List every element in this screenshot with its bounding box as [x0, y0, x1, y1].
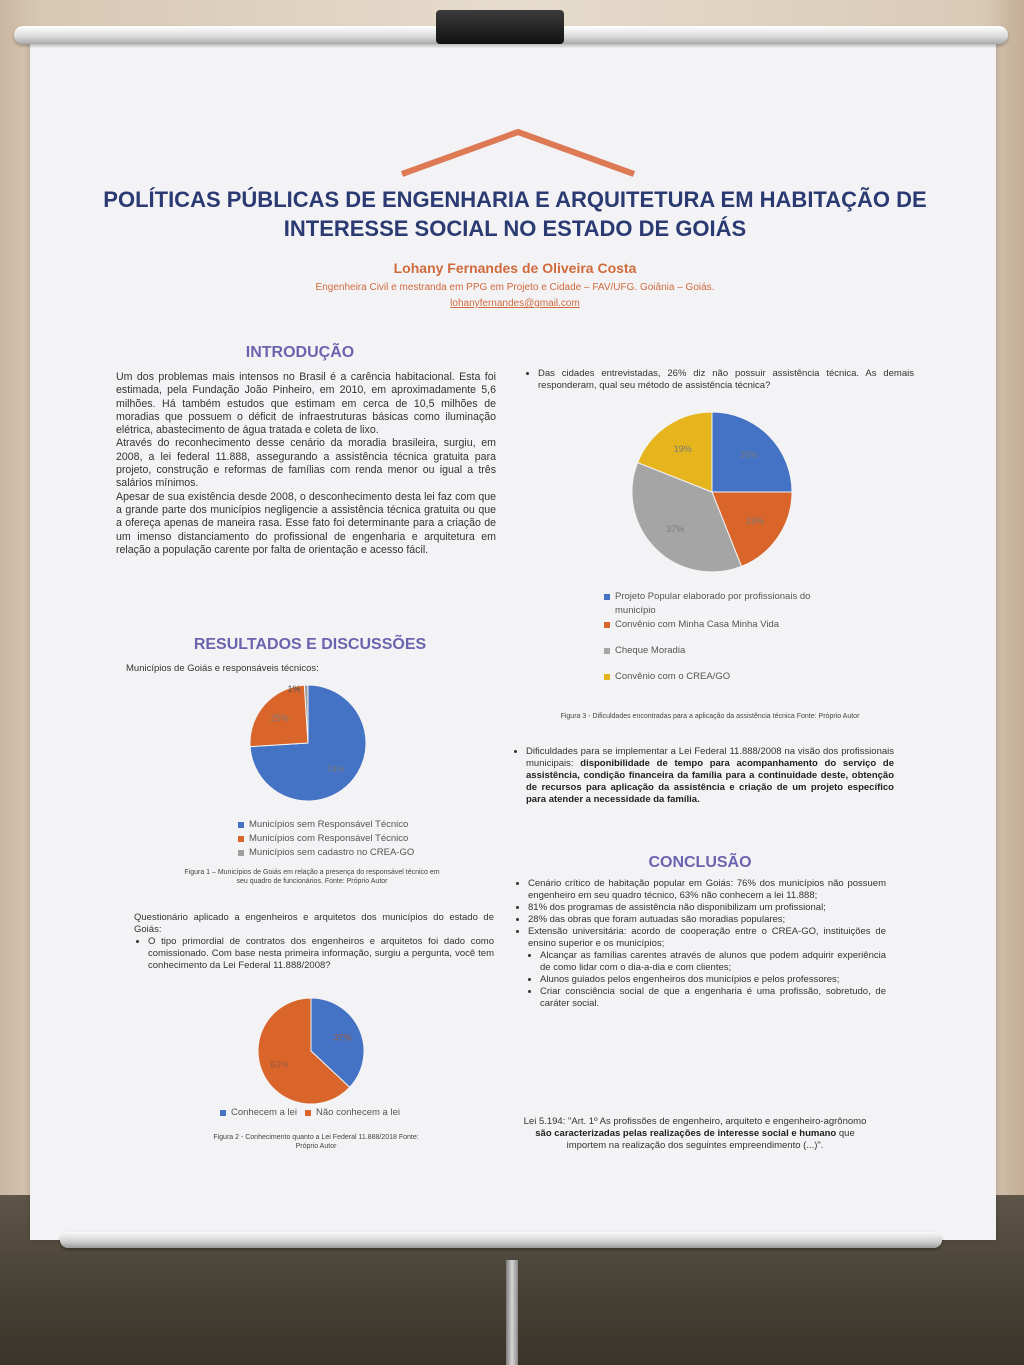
author-name: Lohany Fernandes de Oliveira Costa: [393, 260, 637, 276]
conclusion-list: [514, 878, 886, 1010]
conclusion-subitem: • Alcançar as famílias carentes através de alunos que podem adquirir experiência de como lidar com o dia-a-dia e com clientes;: [540, 950, 886, 974]
fig3-caption: Figura 3 - Dificuldades encontradas para a aplicação da assistência técnica Fonte: Próprio Autor: [560, 713, 860, 720]
legend-label: Convênio com o CREA/GO: [615, 671, 731, 682]
pie-chart-metodo-assistencia: [630, 410, 794, 574]
pie-slice-label: 74%: [326, 763, 345, 774]
conclusion-item: • Extensão universitária: acordo de cooperação entre o CREA-GO, instituições de ensino superior e os municípios;: [528, 926, 886, 950]
author-email: lohanyfernandes@gmail.com: [450, 298, 580, 309]
conclusion-item: • 81% dos programas de assistência não disponibilizam um profissional;: [528, 902, 886, 914]
pie-chart-conhecimento: [256, 996, 366, 1106]
author-affiliation: Engenheira Civil e mestranda em PPG em Projeto e Cidade – FAV/UFG. Goiânia – Goiás.: [315, 282, 715, 293]
legend-swatch: [305, 1110, 311, 1116]
legend-item: [238, 832, 458, 846]
intro-paragraph-2: Através do reconhecimento desse cenário da moradia brasileira, surgiu, em 2008, a lei federal 11.888, assegurando a assistência técnica gratuita para projeto, construção e reformas de famílias com renda menor ou igual a três salários mínimos.: [116, 437, 496, 490]
legend-label: Municípios com Responsável Técnico: [249, 833, 409, 844]
pie-slice-label: 37%: [333, 1032, 352, 1043]
legend-item: [604, 644, 834, 658]
hanger-clip: [436, 10, 564, 44]
roof-logo-icon: [398, 128, 638, 178]
law-quote: [516, 1116, 874, 1152]
legend-swatch: [238, 822, 244, 828]
questionnaire-intro: Questionário aplicado a engenheiros e arquitetos dos municípios do estado de Goiás:: [134, 912, 494, 935]
conclusion-subitem: • Alunos guiados pelos engenheiros dos municípios e pelos professores;: [540, 974, 886, 986]
legend-item: [238, 846, 458, 860]
fig1-intro: Municípios de Goiás e responsáveis técnicos:: [126, 663, 319, 674]
legend-label: Municípios sem cadastro no CREA-GO: [249, 847, 415, 858]
legend-label: Não conhecem a lei: [316, 1107, 400, 1118]
conclusion-heading: CONCLUSÃO: [648, 854, 752, 871]
legend-label: Cheque Moradia: [615, 645, 686, 656]
legend-swatch: [604, 622, 610, 628]
pie-slice-label: 19%: [746, 516, 765, 527]
legend-item: [604, 670, 834, 684]
bullet-difficulties: [526, 746, 894, 806]
legend-label: Projeto Popular elaborado por profissionais do município: [615, 591, 811, 616]
fig1-legend: [238, 818, 458, 860]
right-bullet-2: [512, 746, 894, 806]
legend-item: [305, 1106, 400, 1120]
questionnaire-text: [134, 912, 494, 972]
legend-swatch: [604, 594, 610, 600]
pie-slice-label: 63%: [270, 1059, 289, 1070]
conclusion-item: • Cenário crítico de habitação popular em Goiás: 76% dos municípios não possuem engenheiro em seu quadro técnico, 63% não conhecem a lei 11.888;: [528, 878, 886, 902]
pie-slice-label: 1%: [287, 684, 301, 694]
fig3-legend: [604, 590, 834, 684]
legend-swatch: [604, 674, 610, 680]
legend-item: [604, 590, 834, 618]
legend-item: [238, 818, 458, 832]
legend-label: Conhecem a lei: [231, 1107, 298, 1118]
pie-chart-responsaveis: [248, 683, 368, 803]
intro-text: [116, 371, 496, 557]
legend-swatch: [238, 836, 244, 842]
legend-swatch: [604, 648, 610, 654]
right-bullet-1: [524, 368, 914, 392]
quote-start: Lei 5.194: "Art. 1º As profissões de engenheiro, arquiteto e engenheiro-agrônomo: [523, 1116, 867, 1127]
poster-title: POLÍTICAS PÚBLICAS DE ENGENHARIA E ARQUITETURA EM HABITAÇÃO DE INTERESSE SOCIAL NO ESTADO DE GOIÁS: [103, 187, 927, 241]
difficulties-bold: disponibilidade de tempo para acompanhamento do serviço de assistência, condição financeira da família para a continuidade deste, obtenção de recursos para aplicação da assistência e criação de um projeto específico para atender a necessidade da família.: [526, 758, 894, 805]
pie-slice-label: 25%: [270, 713, 289, 724]
bottom-rod: [60, 1232, 942, 1248]
fig2-caption: Figura 2 - Conhecimento quanto a Lei Federal 11.888/2018 Fonte: Próprio Autor: [213, 1134, 419, 1150]
stand-pole: [506, 1260, 518, 1365]
legend-item: [604, 618, 834, 632]
pie-slice-label: 19%: [673, 443, 692, 454]
legend-label: Convênio com Minha Casa Minha Vida: [615, 619, 780, 630]
pie-slice-label: 25%: [739, 450, 758, 461]
legend-item: [220, 1106, 297, 1120]
quote-bold: são caracterizadas pelas realizações de interesse social e humano: [535, 1128, 837, 1139]
quote-end: que importem na realização dos seguintes empreendimento (...)".: [566, 1128, 855, 1151]
conclusion-item: • 28% das obras que foram autuadas são moradias populares;: [528, 914, 886, 926]
legend-label: Municípios sem Responsável Técnico: [249, 819, 409, 830]
intro-paragraph-3: Apesar de sua existência desde 2008, o desconhecimento desta lei faz com que a grande parte dos municípios negligencie a assistência técnica gratuita ou que a ofereça apenas de maneira rasa. Esse fato foi determinante para a criação de um imenso distanciamento do profissional de engenharia e arquitetura em relação a população carente por falta de orientação e acesso fácil.: [116, 490, 496, 556]
intro-heading: INTRODUÇÃO: [245, 344, 355, 361]
fig1-caption: Figura 1 – Municípios de Goiás em relação a presença do responsável técnico em seu quadro de funcionários. Fonte: Próprio Autor: [184, 869, 440, 885]
legend-swatch: [220, 1110, 226, 1116]
pie-slice-label: 37%: [666, 523, 685, 534]
conclusion-subitem: • Criar consciência social de que a engenharia é uma profissão, sobretudo, de caráter social.: [540, 986, 886, 1010]
legend-swatch: [238, 850, 244, 856]
results-heading: RESULTADOS E DISCUSSÕES: [193, 636, 427, 653]
bullet-contract-type: • O tipo primordial de contratos dos engenheiros e arquitetos foi dado como comissionado. Com base nesta primeira informação, surgiu a pergunta, você tem conhecimento da Lei Federal 11.888/2008?: [148, 936, 494, 972]
difficulties-text: Dificuldades para se implementar a Lei Federal 11.888/2008 na visão dos profissionais municipais:: [526, 746, 894, 769]
fig2-legend: [220, 1106, 440, 1120]
intro-paragraph-1: Um dos problemas mais intensos no Brasil é a carência habitacional. Esta foi estimada, pela Fundação João Pinheiro, em 2010, em aproximadamente 5,6 milhões. Há também estudos que estimam em cerca de 10,5 milhões de moradias que possuem o déficit de infraestruturas básicas como iluminação elétrica, abastecimento de água tratada e coleta de lixo.: [116, 371, 496, 437]
bullet-assistance: • Das cidades entrevistadas, 26% diz não possuir assistência técnica. As demais responderam, qual seu método de assistência técnica?: [538, 368, 914, 392]
